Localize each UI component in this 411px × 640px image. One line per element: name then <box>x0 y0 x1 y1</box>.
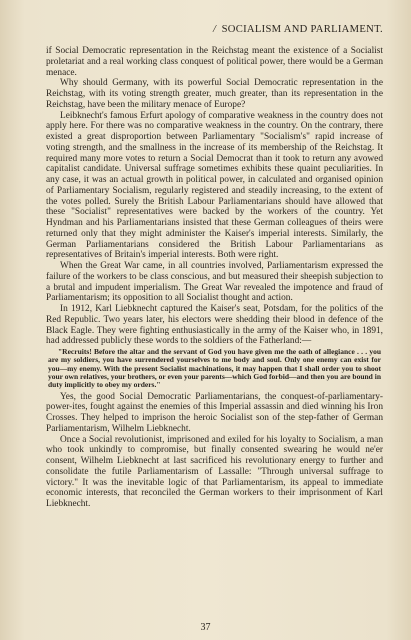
paragraph: Yes, the good Social Democratic Parliamentarians, the conquest-of-parliamentary-power-ites, fought against the enemies of this Imperial assassin and died winning his Iron Crosses. They helped to imprison the heroic Socialist son of the step-father of German Parliamentarism, Wilhelm Liebknecht. <box>46 391 383 434</box>
paragraph: Leibknecht's famous Erfurt apology of comparative weakness in the country does not apply here. For there was no comparative weakness in the country. On the contrary, there existed a great disproportion between Parliamentary "Socialism's" rapid increase of voting strength, and the smallness in the increase of its membership of the Reichstag. It required many more votes to return a Social Democrat than it took to return any avowed capitalist candidate. Universal suffrage sometimes exhibits these quaint peculiarities. In any case, it was an actual growth in political power, in calculated and organised opinion of Parliamentary Socialism, regularly registered and steadily increasing, to the extent of the votes polled. Surely the British Labour Parliamentarians should have allowed that these "Socialist" representatives were backed by the workers of the country. Yet Hyndman and his Parliamentarians insisted that these German colleagues of theirs were returned only that they might administer the Kaiser's imperial interests. Similarly, the German Parliamentarians considered the British Labour Parliamentarians as representatives of Britain's imperial interests. Both were right. <box>46 110 383 261</box>
header-separator: / <box>213 24 217 35</box>
paragraph: When the Great War came, in all countries involved, Parliamentarism expressed the failure of the workers to be class conscious, and but measured their sheepish subjection to a brutal and impudent imperialism. The Great War revealed the impotence and fraud of Parliamentarism; its opposition to all Socialist thought and action. <box>46 261 383 304</box>
paragraph: Once a Social revolutionist, imprisoned and exiled for his loyalty to Socialism, a man who took unkindly to compromise, but finally consented swearing he would ne'er consent, Wilhelm Liebknecht at last sacrificed his revolutionary energy to further and consolidate the futile Parliamentarism of Lassalle: "Through universal suffrage to victory." It was the inevitable logic of that Parliamentarism, its appeal to immediate economic interests, that reconciled the German workers to their imprisonment of Karl Liebknecht. <box>46 434 383 510</box>
running-header <box>20 24 391 38</box>
running-title: SOCIALISM AND PARLIAMENT. <box>221 24 383 35</box>
page-number: 37 <box>200 622 211 633</box>
block-quote: "Recruits! Before the altar and the servant of God you have given me the oath of allegiance . . . you are my soldiers, you have surrendered yourselves to me body and soul. Only one enemy can exist for you—my enemy. With the present Socialist machinations, it may happen that I shall order you to shoot your own relatives, your brothers, or even your parents—which God forbid—and then you are bound in duty implicitly to obey my orders." <box>48 347 381 390</box>
paragraph: Why should Germany, with its powerful Social Democratic representation in the Reichstag, with its voting strength greater, much greater, than its representation in the Reichstag, have been the military menace of Europe? <box>46 78 383 110</box>
paragraph: In 1912, Karl Liebknecht captured the Kaiser's seat, Potsdam, for the politics of the Red Republic. Two years later, his electors were shedding their blood in defence of the Black Eagle. They were fighting enthusiastically in the army of the Kaiser who, in 1891, had addressed publicly these words to the soldiers of the Fatherland:— <box>46 304 383 347</box>
paragraph: if Social Democratic representation in the Reichstag meant the existence of a Socialist proletariat and a real working class conquest of political power, there would be a German menace. <box>46 46 383 78</box>
page-body <box>46 46 383 510</box>
